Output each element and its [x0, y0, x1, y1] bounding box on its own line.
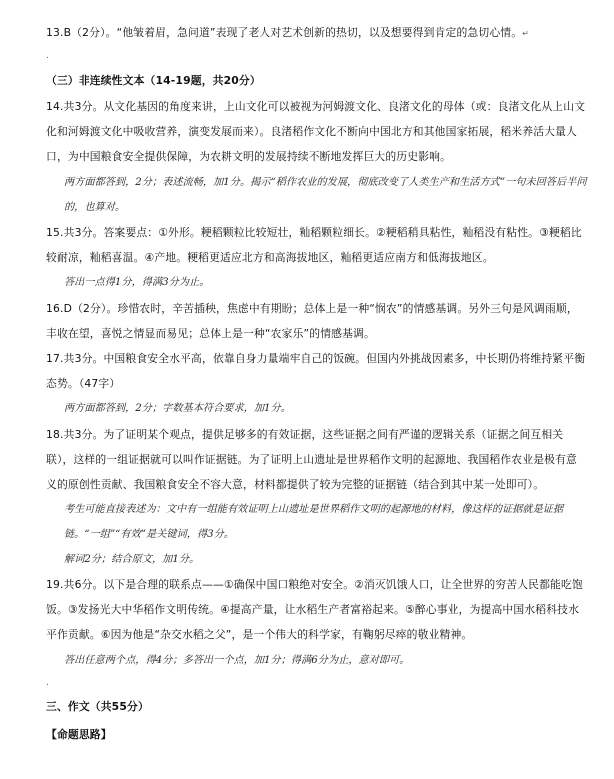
proposition-text: 【命题思路】: [46, 728, 112, 741]
answer-19-text: 19.共6分。以下是合理的联系点——①确保中国口粮绝对安全。②消灭饥饿人口，让全世界的穷苦人民都能吃饱饭。③发扬光大中华稻作文明传统。④提高产量，让水稻生产者富裕起来。⑤醉心事业，为提高中国水稻科技水平作贡献。⑥因为他是“杂交水稻之父”，是一个伟大的科学家，有鞠躬尽瘁的敬业精神。: [46, 578, 583, 641]
note-18a-text: 考生可能直接表述为：文中有一组能有效证明上山遗址是世界稻作文明的起源地的材料，像这样的证据就是证据链。“一组”“有效”是关键词，得3分。: [64, 504, 564, 540]
empty-paragraph-mark: .: [46, 51, 49, 61]
note-18b: [64, 547, 588, 572]
answer-17-text: 17.共3分。中国粮食安全水平高，依靠自身力量端牢自己的饭碗。但国内外挑战因素多，中长期仍将维持紧平衡态势。（47字）: [46, 352, 586, 390]
answer-13-text: 13.B（2分）。“他皱着眉，急问道”表现了老人对艺术创新的热切，以及想要得到肯定的急切心情。: [46, 26, 523, 39]
note-19: [64, 648, 588, 673]
essay-section-text: 三、作文（共55分）: [46, 700, 149, 713]
answer-16: [46, 296, 586, 346]
note-15: [64, 270, 588, 295]
note-19-text: 答出任意两个点，得4分；多答出一个点，加1分；得满6分为止，意对即可。: [64, 655, 410, 666]
answer-18-text: 18.共3分。为了证明某个观点，提供足够多的有效证据，这些证据之间有严谨的逻辑关系（证据之间互相关联），这样的一组证据就可以叫作证据链。为了证明上山遗址是世界稻作文明的起源地、我国稻作农业是极有意义的原创性贡献、我国粮食安全不容大意，材料都提供了较为完整的证据链（结合到其中某一处即可）。: [46, 428, 577, 491]
answer-16-text: 16.D（2分）。珍惜农时，辛苦插秧，焦虑中有期盼；总体上是一种“悯农”的情感基调。另外三句是风调雨顺，丰收在望，喜悦之情显而易见；总体上是一种“农家乐”的情感基调。: [46, 302, 578, 340]
empty-paragraph-mark-2: .: [46, 678, 49, 688]
note-14-text: 两方面都答到，2分；表述流畅，加1分。揭示“稻作农业的发展，彻底改变了人类生产和生活方式”一句未回答后半问的，也算对。: [64, 177, 587, 213]
answer-17: [46, 346, 586, 396]
answer-15: [46, 220, 586, 270]
answer-15-text: 15.共3分。答案要点：①外形。粳稻颗粒比较短壮，籼稻颗粒细长。②粳稻稍具粘性，籼稻没有粘性。③粳稻比较耐凉，籼稻喜温。④产地。粳稻更适应北方和高海拔地区，籼稻更适应南方和低海拔地区。: [46, 226, 582, 264]
note-17: [64, 396, 588, 421]
answer-18: [46, 422, 586, 497]
note-18b-text: 解词2分；结合原文，加1分。: [64, 554, 200, 565]
note-15-text: 答出一点得1分，得满3分为止。: [64, 277, 210, 288]
note-18a: [64, 497, 588, 547]
answer-19: [46, 572, 586, 647]
note-14: [64, 170, 588, 220]
section-3-text: （三）非连续性文本（14-19题，共20分）: [46, 74, 261, 87]
answer-14-text: 14.共3分。从文化基因的角度来讲，上山文化可以被视为河姆渡文化、良渚文化的母体（或：良渚文化从上山文化和河姆渡文化中吸收营养，演变发展而来）。良渚稻作文化不断向中国北方和其他国家拓展，稻米养活大量人口，为中国粮食安全提供保障，为农耕文明的发展持续不断地发挥巨大的历史影响。: [46, 100, 586, 163]
section-3-heading: [46, 68, 586, 93]
answer-14: [46, 94, 586, 169]
note-17-text: 两方面都答到，2分；字数基本符合要求，加1分。: [64, 403, 291, 414]
essay-section-heading: [46, 694, 586, 719]
proposition-heading: [46, 722, 586, 747]
paragraph-mark: ↵: [522, 29, 530, 38]
answer-13: [46, 20, 586, 46]
